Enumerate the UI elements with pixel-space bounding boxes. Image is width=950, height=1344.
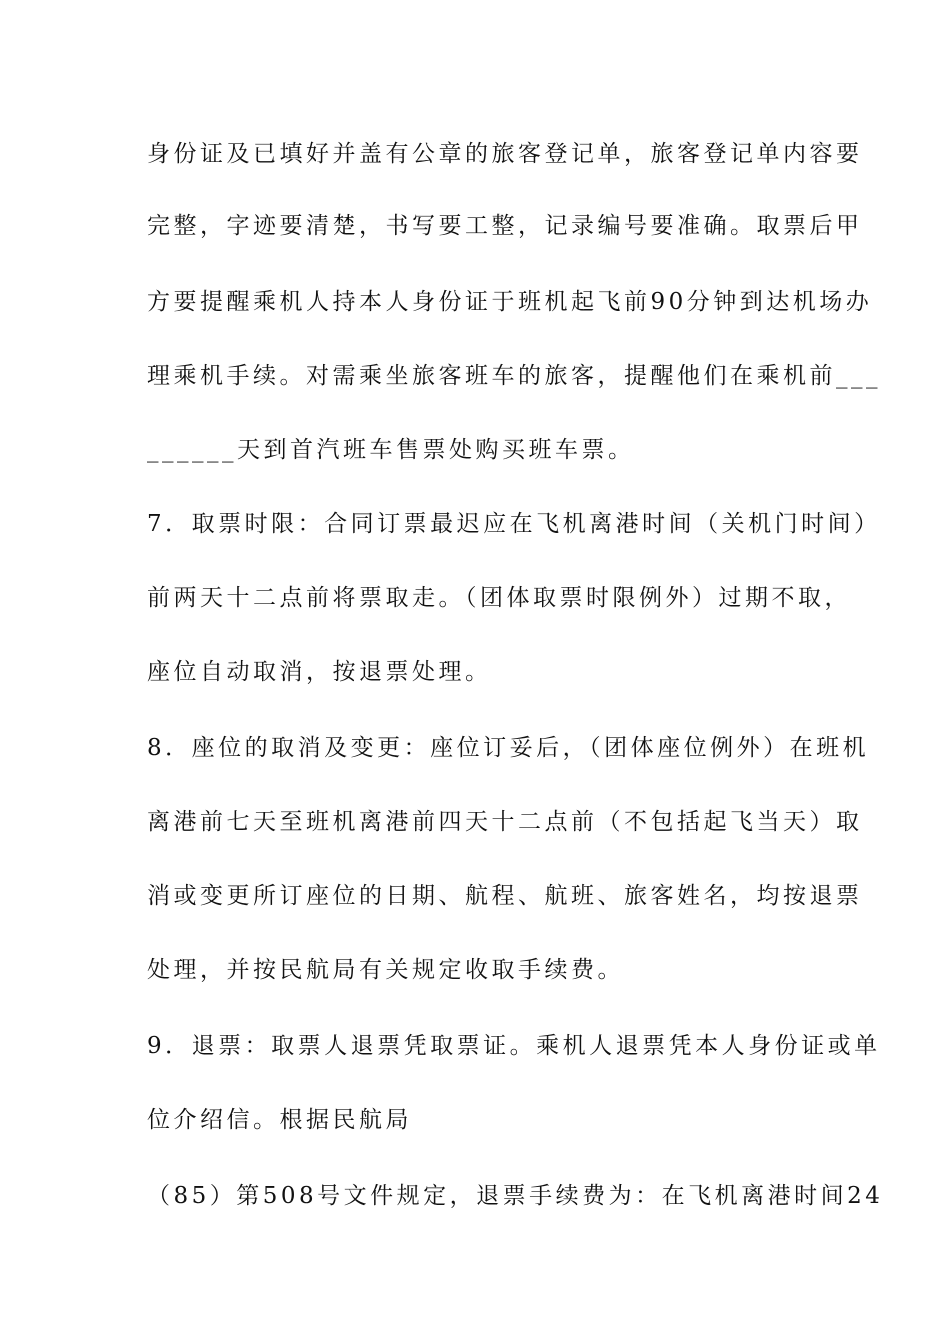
text-line: 完整，字迹要清楚，书写要工整，记录编号要准确。取票后甲 — [147, 213, 863, 239]
text-line: （85）第508号文件规定，退票手续费为：在飞机离港时间24 — [147, 1183, 884, 1209]
text-line: 理乘机手续。对需乘坐旅客班车的旅客，提醒他们在乘机前___ — [147, 363, 881, 389]
text-line: 座位自动取消，按退票处理。 — [147, 659, 492, 685]
text-line: 方要提醒乘机人持本人身份证于班机起飞前90分钟到达机场办 — [147, 289, 873, 315]
section-7-heading-line: 7．取票时限：合同订票最迟应在飞机离港时间（关机门时间） — [147, 511, 881, 537]
section-9-heading-line: 9．退票：取票人退票凭取票证。乘机人退票凭本人身份证或单 — [147, 1033, 881, 1059]
text-line: 位介绍信。根据民航局 — [147, 1107, 412, 1133]
text-line: 消或变更所订座位的日期、航程、航班、旅客姓名，均按退票 — [147, 883, 863, 909]
text-line: 身份证及已填好并盖有公章的旅客登记单，旅客登记单内容要 — [147, 141, 863, 167]
text-line: 前两天十二点前将票取走。（团体取票时限例外）过期不取， — [147, 585, 851, 611]
text-line: 处理，并按民航局有关规定收取手续费。 — [147, 957, 624, 983]
text-line: 离港前七天至班机离港前四天十二点前（不包括起飞当天）取 — [147, 809, 863, 835]
section-8-heading-line: 8．座位的取消及变更：座位订妥后，（团体座位例外）在班机 — [147, 735, 870, 761]
text-line: ______天到首汽班车售票处购买班车票。 — [147, 437, 635, 463]
